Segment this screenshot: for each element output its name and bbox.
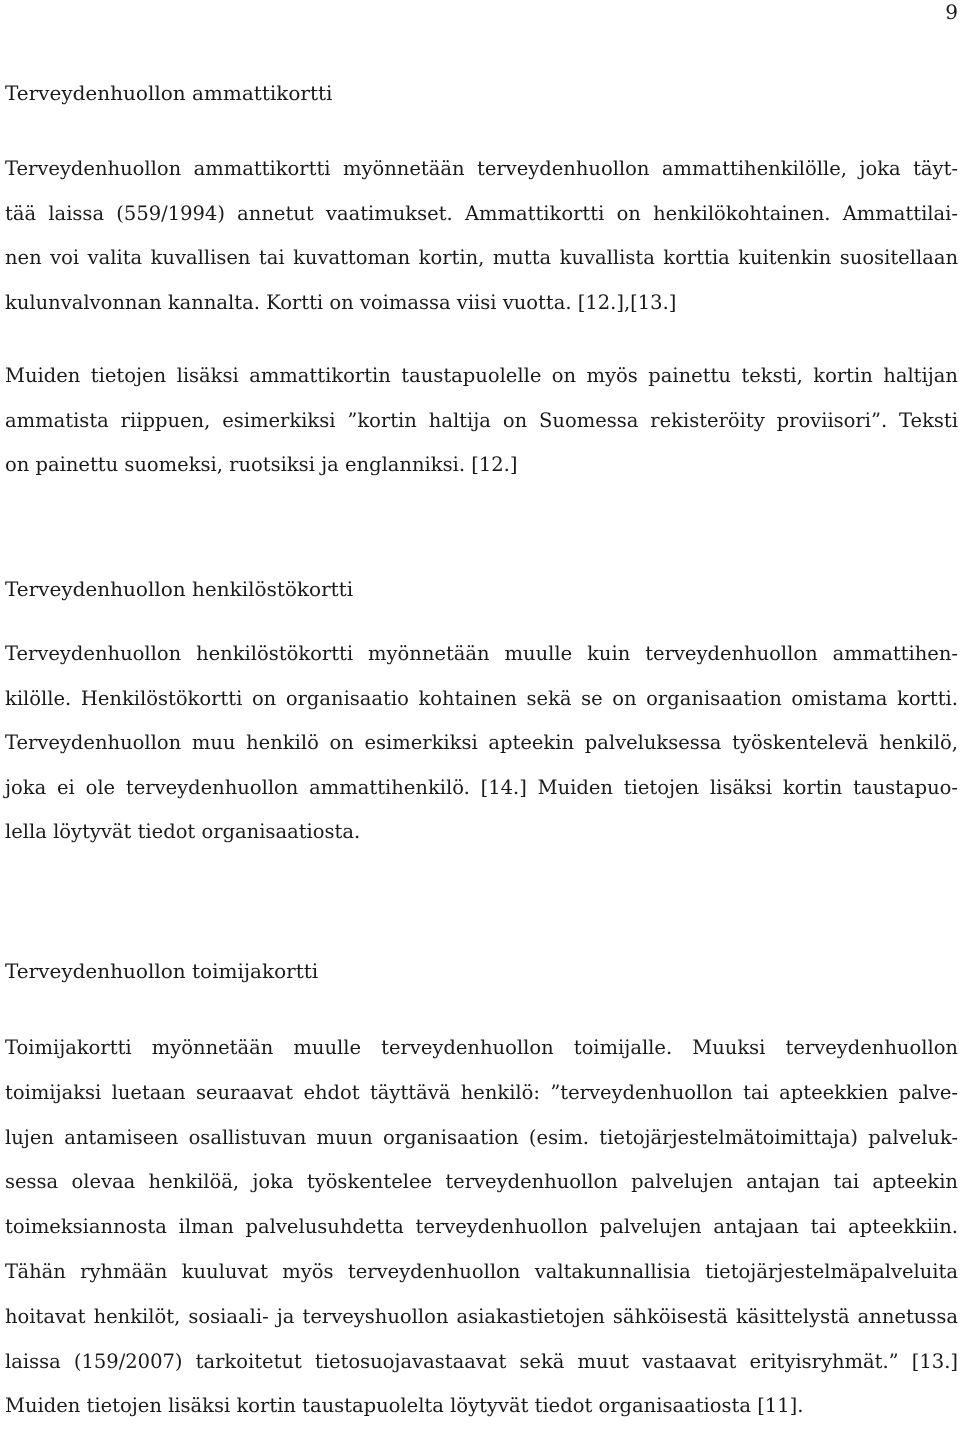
text-line: tää laissa (559/1994) annetut vaatimukset. Ammattikortti on henkilökohtainen. Ammattilai-	[5, 201, 958, 225]
text-line: nen voi valita kuvallisen tai kuvattoman kortin, mutta kuvallista korttia kuitenkin suositellaan	[5, 246, 958, 269]
section-heading-henkilostokortti: Terveydenhuollon henkilöstökortti	[5, 577, 354, 601]
text-line: laissa (159/2007) tarkoitetut tietosuojavastaavat sekä muut vastaavat erityisryhmät.” [13.]	[5, 1349, 958, 1373]
text-line: lella löytyvät tiedot organisaatiosta.	[5, 820, 361, 843]
paragraph	[5, 147, 958, 325]
paragraph	[5, 1026, 958, 1429]
text-line: on painettu suomeksi, ruotsiksi ja englanniksi. [12.]	[5, 453, 518, 476]
text-line: lujen antamiseen osallistuvan muun organisaation (esim. tietojärjestelmätoimittaja) palveluk-	[5, 1125, 958, 1149]
text-line: toimijaksi luetaan seuraavat ehdot täyttävä henkilö: ”terveydenhuollon tai apteekkien palve-	[5, 1080, 958, 1104]
text-line: Terveydenhuollon henkilöstökortti myönnetään muulle kuin terveydenhuollon ammattihen-	[5, 642, 958, 665]
text-line: ammatista riippuen, esimerkiksi ”kortin haltija on Suomessa rekisteröity proviisori”. Teksti	[5, 408, 958, 432]
paragraph	[5, 354, 958, 488]
text-line: sessa olevaa henkilöä, joka työskentelee terveydenhuollon palvelujen antajan tai apteekin	[5, 1170, 958, 1194]
text-line: Muiden tietojen lisäksi kortin taustapuolelta löytyvät tiedot organisaatiosta [11].	[5, 1394, 804, 1418]
text-line: kulunvalvonnan kannalta. Kortti on voimassa viisi vuotta. [12.],[13.]	[5, 290, 677, 314]
section-heading-ammattikortti: Terveydenhuollon ammattikortti	[5, 81, 333, 105]
text-line: Muiden tietojen lisäksi ammattikortin taustapuolelle on myös painettu teksti, kortin haltijan	[5, 364, 958, 387]
text-line: Terveydenhuollon muu henkilö on esimerkiksi apteekin palveluksessa työskentelevä henkilö,	[5, 731, 958, 754]
text-line: Tähän ryhmään kuuluvat myös terveydenhuollon valtakunnallisia tietojärjestelmäpalveluita	[5, 1259, 958, 1283]
text-line: joka ei ole terveydenhuollon ammattihenkilö. [14.] Muiden tietojen lisäksi kortin taustapuo-	[5, 775, 958, 799]
paragraph	[5, 632, 958, 855]
text-line: Terveydenhuollon ammattikortti myönnetään terveydenhuollon ammattihenkilölle, joka täyt-	[5, 157, 958, 180]
text-line: toimeksiannosta ilman palvelusuhdetta terveydenhuollon palvelujen antajaan tai apteekkiin.	[5, 1215, 958, 1239]
section-heading-toimijakortti: Terveydenhuollon toimijakortti	[5, 959, 319, 983]
page-number: 9	[945, 0, 958, 24]
text-line: kilölle. Henkilöstökortti on organisaatio kohtainen sekä se on organisaation omistama kortti.	[5, 686, 958, 710]
text-line: Toimijakortti myönnetään muulle terveydenhuollon toimijalle. Muuksi terveydenhuollon	[5, 1036, 958, 1059]
text-line: hoitavat henkilöt, sosiaali- ja terveyshuollon asiakastietojen sähköisestä käsittelystä annetussa	[5, 1304, 958, 1328]
